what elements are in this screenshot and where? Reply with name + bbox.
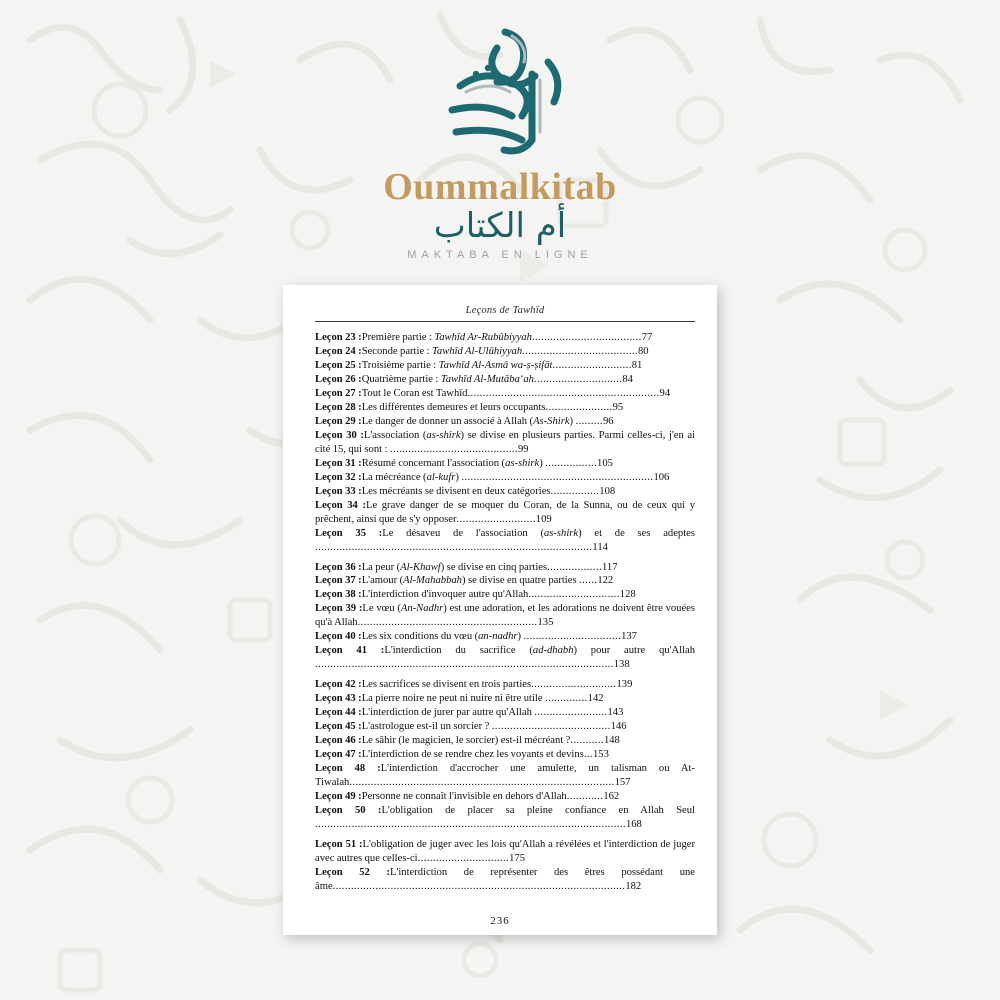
toc-lesson-label: Leçon 38 : (315, 589, 362, 601)
toc-lesson-label: Leçon 37 : (315, 575, 362, 587)
arabic-calligraphy-logo-icon (400, 14, 600, 174)
book-page (283, 285, 717, 935)
toc-leader-dots: ... (583, 749, 593, 761)
toc-entry[interactable] (315, 838, 695, 866)
toc-lesson-label: Leçon 45 : (315, 721, 362, 733)
toc-page-number: 94 (659, 387, 671, 399)
toc-entry-term: Tawhīd Al-Ulūhiyyah (431, 345, 523, 357)
toc-leader-dots: .................................... (531, 332, 642, 343)
toc-entry-title: L'interdiction du sacrifice ( (384, 645, 533, 657)
toc-entry-title: L'astrologue est-il un sorcier ? (361, 721, 492, 733)
toc-page-number: 99 (517, 443, 529, 455)
toc-page-number: 109 (535, 513, 552, 525)
toc-entry-title: La peur ( (361, 561, 401, 573)
toc-entry-title: Personne ne connaît l'invisible en dehors d'Allah (361, 791, 567, 802)
toc-entry-title: L'amour ( (361, 575, 404, 587)
toc-page-number: 108 (599, 485, 616, 497)
toc-page-number: 139 (616, 679, 633, 691)
toc-entry-title: L'association ( (363, 429, 427, 441)
toc-entry-term: ad-dhabh (532, 645, 574, 657)
toc-entry-title-cont: ) (455, 471, 462, 483)
toc-lesson-label: Leçon 36 : (315, 561, 362, 573)
toc-entry-term: An-Nadhr (400, 603, 444, 615)
toc-entry[interactable] (315, 706, 695, 720)
brand-logo (0, 14, 1000, 261)
toc-page-number: 81 (631, 359, 643, 371)
toc-entry-title: La pierre noire ne peut ni nuire ni être utile (361, 693, 546, 705)
toc-entry[interactable] (315, 387, 695, 401)
toc-leader-dots: .................................................................................................. (315, 659, 614, 671)
toc-lesson-label: Leçon 46 : (315, 735, 362, 747)
toc-lesson-label: Leçon 26 : (315, 373, 362, 385)
toc-entry-title: Le sāhir (le magicien, le sorcier) est-il mécréant ? (361, 735, 571, 747)
toc-lesson-label: Leçon 24 : (315, 345, 362, 357)
toc-page-number: 153 (592, 749, 609, 761)
toc-page-number: 182 (625, 880, 642, 892)
toc-entry[interactable] (315, 678, 695, 692)
toc-lesson-label: Leçon 32 : (315, 471, 362, 483)
toc-entry-title: Le danger de donner un associé à Allah ( (361, 415, 534, 427)
brand-tagline: MAKTABA EN LIGNE (407, 249, 593, 262)
toc-lesson-label: Leçon 23 : (315, 332, 362, 343)
toc-lesson-label: Leçon 40 : (315, 631, 362, 643)
toc-leader-dots: ...................... (545, 401, 613, 413)
toc-entry-title: Seconde partie : (361, 345, 432, 357)
toc-entry[interactable] (315, 734, 695, 748)
toc-page-number: 146 (610, 721, 627, 733)
toc-leader-dots: ........................ (534, 707, 608, 719)
toc-lesson-label: Leçon 47 : (315, 749, 362, 761)
toc-entry[interactable] (315, 527, 695, 555)
toc-entry-term: As-Shirk (533, 415, 570, 427)
toc-entry-term: Tawhīd Ar-Rubūbiyyah (434, 332, 532, 343)
toc-entry-title: Les mécréants se divisent en deux catégories (361, 485, 551, 497)
toc-entry[interactable] (315, 574, 695, 588)
toc-entry[interactable] (315, 866, 695, 894)
toc-entry-title: Le vœu ( (362, 603, 401, 615)
toc-page-number: 168 (625, 818, 642, 830)
brand-name-latin: Oummalkitab (383, 166, 617, 208)
toc-leader-dots: .......................... (552, 359, 632, 371)
toc-entry-title: L'interdiction de jurer par autre qu'Allah (361, 707, 535, 719)
toc-entry-title-cont: ) (569, 415, 576, 427)
toc-entry-title: Tout le Coran est Tawhīd (361, 387, 468, 399)
toc-lesson-label: Leçon 51 : (315, 838, 363, 850)
toc-leader-dots: .............................. (528, 589, 620, 601)
toc-entry[interactable] (315, 790, 695, 804)
toc-leader-dots: ...................................................................................................... (315, 818, 626, 830)
brand-name-arabic: أم الكتاب (433, 206, 567, 246)
toc-entry[interactable] (315, 415, 695, 429)
toc-entry[interactable] (315, 602, 695, 630)
toc-leader-dots: ............................................................... (461, 471, 654, 483)
toc-entry-term: Al-Mahabbah (403, 575, 462, 587)
toc-leader-dots: ................................ (523, 631, 622, 643)
toc-leader-dots: .......................................... (389, 443, 518, 455)
toc-entry-title-cont: ) et de ses adeptes (578, 527, 695, 539)
toc-entry-title-cont: ) se divise en plusieurs parties. Parmi celles-ci, j'en ai cité 15, qui sont : (315, 429, 695, 455)
toc-entry-title: L'obligation de juger avec les lois qu'Allah a révélées et l'interdiction de juger avec autres que celles-ci (315, 838, 695, 864)
toc-leader-dots: ................ (550, 485, 600, 497)
toc-lesson-label: Leçon 42 : (315, 679, 362, 691)
toc-entry-term: Al-Khawf (400, 561, 441, 573)
toc-leader-dots: ........................................................................................... (315, 541, 593, 553)
toc-entry-title-cont: ) pour autre qu'Allah (573, 645, 695, 657)
toc-page-number: 128 (619, 589, 636, 601)
toc-page-number: 96 (602, 415, 614, 427)
toc-lesson-label: Leçon 34 : (315, 499, 366, 511)
toc-entry-title: Les différentes demeures et leurs occupants (361, 401, 546, 413)
toc-entry[interactable] (315, 561, 695, 575)
toc-entry-title: Quatrième partie : (361, 373, 441, 385)
toc-entry-title-cont: ) (517, 631, 524, 643)
toc-lesson-label: Leçon 52 : (315, 866, 390, 878)
toc-leader-dots: ....................................... (491, 721, 611, 733)
toc-entry-title: La mécréance ( (361, 471, 427, 483)
toc-entry-term: an-nadhr (478, 631, 518, 643)
toc-leader-dots: .............. (545, 693, 588, 705)
toc-entry-title: Les sacrifices se divisent en trois parties (361, 679, 532, 691)
toc-page-number: 142 (587, 693, 604, 705)
toc-page-number: 105 (597, 457, 613, 469)
toc-page-number: 114 (592, 541, 608, 553)
toc-entry-term: as-shirk (426, 429, 461, 441)
header-divider (315, 321, 695, 322)
toc-entry[interactable] (315, 485, 695, 499)
toc-page-number: 137 (621, 631, 637, 643)
toc-lesson-label: Leçon 31 : (315, 457, 362, 469)
toc-page-number: 84 (622, 373, 633, 385)
toc-leader-dots: ............ (566, 791, 604, 802)
toc-entry[interactable] (315, 748, 695, 762)
toc-lesson-label: Leçon 33 : (315, 485, 362, 497)
toc-lesson-label: Leçon 39 : (315, 603, 363, 615)
toc-entry[interactable] (315, 471, 695, 485)
running-head: Leçons de Tawhīd (465, 305, 545, 316)
toc-leader-dots: ...................................... (522, 345, 638, 357)
toc-lesson-label: Leçon 50 : (315, 804, 382, 816)
toc-page-number: 175 (509, 852, 525, 864)
toc-leader-dots: ................................................................................................ (332, 880, 626, 892)
toc-leader-dots: ...... (579, 575, 598, 587)
toc-leader-dots: ............................ (531, 679, 617, 691)
toc-entry-title: Le grave danger de se moquer du Coran, de la Sunna, ou de ceux qui y prêchent, ainsi que de s'y opposer (315, 499, 695, 525)
toc-entry-term: as-shirk (543, 527, 579, 539)
toc-page-number: 138 (613, 659, 630, 671)
page-number: 236 (490, 915, 510, 927)
toc-entry[interactable] (315, 720, 695, 734)
toc-page-number: 106 (653, 471, 670, 483)
toc-entry[interactable] (315, 499, 695, 527)
table-of-contents (315, 331, 695, 894)
toc-page-number: 117 (602, 561, 618, 573)
toc-page-number: 148 (603, 735, 620, 747)
toc-lesson-label: Leçon 49 : (315, 791, 362, 802)
toc-leader-dots: ................. (545, 457, 598, 469)
toc-page-number: 157 (614, 777, 631, 789)
toc-leader-dots: ............................. (533, 373, 623, 385)
toc-entry-title-cont: ) est une adoration, et les adorations ne doivent être vouées qu'à Allah (315, 603, 695, 629)
toc-entry-term: al-kufr (426, 471, 456, 483)
toc-lesson-label: Leçon 25 : (315, 359, 362, 371)
toc-page-number: 143 (607, 707, 624, 719)
toc-entry-title: L'interdiction d'accrocher une amulette, un talisman ou At-Tiwalah (315, 763, 695, 789)
toc-entry-title: L'interdiction de représenter des êtres possédant une âme (315, 866, 695, 892)
toc-entry[interactable] (315, 804, 695, 832)
toc-entry-title: Les six conditions du vœu ( (361, 631, 479, 643)
toc-page-number: 80 (637, 345, 649, 357)
toc-entry-title: L'obligation de placer sa pleine confiance en Allah Seul (381, 804, 695, 816)
toc-lesson-label: Leçon 28 : (315, 401, 362, 413)
toc-entry-title: L'interdiction de se rendre chez les voyants et devins (361, 749, 584, 761)
toc-entry-title: Première partie : (361, 332, 435, 343)
toc-page-number: 162 (603, 791, 620, 802)
toc-entry-title: Résumé concernant l'association ( (361, 457, 506, 469)
toc-entry[interactable] (315, 457, 695, 471)
toc-leader-dots: ........................................................... (357, 617, 538, 629)
toc-entry-title-cont: ) (539, 457, 546, 469)
toc-entry-term: Tawhīd Al-Asmā wa-ṣ-ṣifāt (438, 359, 553, 371)
toc-entry-title: Le désaveu de l'association ( (382, 527, 544, 539)
toc-leader-dots: .............................. (417, 852, 510, 864)
toc-entry[interactable] (315, 630, 695, 644)
toc-lesson-label: Leçon 29 : (315, 415, 362, 427)
toc-leader-dots: ............................................................... (467, 387, 660, 399)
toc-page-number: 77 (641, 332, 653, 343)
toc-lesson-label: Leçon 30 : (315, 429, 364, 441)
toc-entry-title-cont: ) se divise en cinq parties (440, 561, 548, 573)
toc-leader-dots: .................. (547, 561, 602, 573)
toc-page-number: 122 (597, 575, 614, 587)
toc-lesson-label: Leçon 43 : (315, 693, 362, 705)
toc-entry[interactable] (315, 762, 695, 790)
toc-lesson-label: Leçon 44 : (315, 707, 362, 719)
toc-lesson-label: Leçon 35 : (315, 527, 383, 539)
toc-entry[interactable] (315, 429, 695, 457)
toc-entry[interactable] (315, 359, 695, 373)
toc-leader-dots: .......................... (456, 513, 536, 525)
toc-page-number: 135 (537, 617, 554, 629)
toc-entry[interactable] (315, 373, 695, 387)
toc-entry[interactable] (315, 331, 695, 345)
toc-entry[interactable] (315, 345, 695, 359)
toc-entry-title-cont: ) se divise en quatre parties (461, 575, 580, 587)
toc-lesson-label: Leçon 27 : (315, 387, 362, 399)
toc-entry-title: Troisième partie : (361, 359, 439, 371)
toc-entry-term: as-shirk (505, 457, 540, 469)
toc-leader-dots: ......... (575, 415, 603, 427)
toc-lesson-label: Leçon 41 : (315, 645, 385, 657)
toc-leader-dots: ........... (570, 735, 604, 747)
toc-entry[interactable] (315, 644, 695, 672)
toc-entry[interactable] (315, 692, 695, 706)
toc-entry[interactable] (315, 401, 695, 415)
toc-lesson-label: Leçon 48 : (315, 763, 381, 775)
toc-entry-title: L'interdiction d'invoquer autre qu'Allah (361, 589, 529, 601)
toc-entry[interactable] (315, 588, 695, 602)
toc-entry-term: Tawhīd Al-Mutāba‘ah (440, 373, 534, 385)
toc-leader-dots: ....................................................................................... (349, 777, 615, 789)
toc-page-number: 95 (612, 401, 624, 413)
